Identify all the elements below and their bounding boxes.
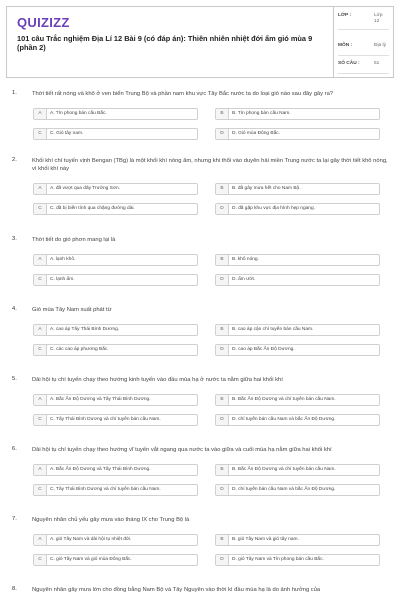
answer-option-a[interactable] bbox=[33, 464, 198, 476]
question-number: 7. bbox=[12, 516, 17, 522]
option-letter: C bbox=[34, 555, 47, 565]
option-letter: A bbox=[34, 109, 47, 119]
option-text: A. cao áp Tây Thái Bình Dương. bbox=[50, 327, 120, 332]
question-number: 8. bbox=[12, 586, 17, 592]
answer-option-c[interactable] bbox=[33, 344, 198, 356]
question-text: Nguyên nhân chủ yếu gây mưa vào tháng IX cho Trung Bộ là bbox=[32, 517, 190, 523]
question-number: 6. bbox=[12, 446, 17, 452]
option-letter: B bbox=[216, 395, 229, 405]
option-letter: C bbox=[34, 129, 47, 139]
answer-option-a[interactable] bbox=[33, 534, 198, 546]
meta-label: MÔN : bbox=[338, 43, 353, 48]
answer-option-d[interactable] bbox=[215, 128, 380, 140]
option-text: B. đã gây mưa hết cho Nam Bộ. bbox=[232, 186, 301, 191]
option-text: D. Gió mùa Đông Bắc. bbox=[232, 131, 280, 136]
question-text: Thời tiết rất nóng và khô ở ven biển Trung Bộ và phần nam khu vực Tây Bắc nước ta do loại gió nào sau đây gây ra? bbox=[32, 91, 334, 97]
answer-option-c[interactable] bbox=[33, 554, 198, 566]
option-text: D. ẩm ướt. bbox=[232, 277, 256, 282]
option-text: D. chí tuyến bán cầu Nam và bắc Ấn Độ Dương. bbox=[232, 487, 336, 492]
answer-option-b[interactable] bbox=[215, 183, 380, 195]
option-text: C. Tây Thái Bình Dương và chí tuyến bán cầu Nam. bbox=[50, 487, 161, 492]
option-letter: A bbox=[34, 465, 47, 475]
option-text: C. Tây Thái Bình Dương và chí tuyến bán cầu Nam. bbox=[50, 417, 161, 422]
option-letter: D bbox=[216, 204, 229, 214]
question-number: 3. bbox=[12, 236, 17, 242]
option-letter: A bbox=[34, 184, 47, 194]
option-letter: B bbox=[216, 255, 229, 265]
worksheet-header bbox=[6, 6, 394, 78]
option-text: C. đã bị biến tính qua chặng đường dài. bbox=[50, 206, 135, 211]
answer-option-d[interactable] bbox=[215, 274, 380, 286]
option-text: B. khô nóng. bbox=[232, 257, 259, 262]
option-letter: D bbox=[216, 485, 229, 495]
meta-box bbox=[333, 7, 393, 77]
option-text: B. Bắc Ấn Độ Dương và chí tuyến bán cầu Nam. bbox=[232, 467, 336, 472]
option-letter: B bbox=[216, 535, 229, 545]
answer-option-d[interactable] bbox=[215, 203, 380, 215]
answer-option-c[interactable] bbox=[33, 203, 198, 215]
answer-option-a[interactable] bbox=[33, 254, 198, 266]
option-text: A. gió Tây Nam và dải hội tụ nhiệt đới. bbox=[50, 537, 132, 542]
option-letter: C bbox=[34, 345, 47, 355]
option-text: B. cao áp cận chí tuyến bán cầu Nam. bbox=[232, 327, 314, 332]
option-text: D. chí tuyến bán cầu Nam và bắc Ấn Độ Dương. bbox=[232, 417, 336, 422]
option-letter: A bbox=[34, 255, 47, 265]
option-letter: D bbox=[216, 415, 229, 425]
answer-option-b[interactable] bbox=[215, 394, 380, 406]
answer-option-d[interactable] bbox=[215, 344, 380, 356]
meta-value: Địa lý bbox=[374, 43, 386, 48]
question-number: 1. bbox=[12, 90, 17, 96]
option-letter: B bbox=[216, 184, 229, 194]
answer-option-b[interactable] bbox=[215, 534, 380, 546]
meta-value: Lớp 12 bbox=[374, 13, 383, 24]
answer-option-d[interactable] bbox=[215, 484, 380, 496]
meta-subject bbox=[338, 39, 389, 56]
option-text: A. Bắc Ấn Độ Dương và Tây Thái Bình Dương. bbox=[50, 467, 151, 472]
meta-count bbox=[338, 57, 389, 74]
answer-option-a[interactable] bbox=[33, 183, 198, 195]
question-text: Khối khí chí tuyến vịnh Bengan (TBg) là một khối khí nóng ẩm, nhưng khi thổi vào duyên hải miền Trung nước ta lại gây thời tiết khô nóng, vì khối khí này bbox=[32, 158, 388, 172]
question-number: 4. bbox=[12, 306, 17, 312]
question-text: Dải hội tụ chí tuyến chạy theo hướng kinh tuyến vào đầu mùa hạ ở nước ta nằm giữa hai khối khí bbox=[32, 377, 283, 383]
question-number: 2. bbox=[12, 157, 17, 163]
answer-option-d[interactable] bbox=[215, 554, 380, 566]
option-letter: C bbox=[34, 204, 47, 214]
option-text: B. Tín phong bán cầu Nam. bbox=[232, 111, 291, 116]
question-text: Gió mùa Tây Nam xuất phát từ bbox=[32, 307, 112, 313]
option-letter: B bbox=[216, 325, 229, 335]
answer-option-c[interactable] bbox=[33, 128, 198, 140]
option-text: A. Bắc Ấn Độ Dương và Tây Thái Bình Dương. bbox=[50, 397, 151, 402]
option-text: C. lạnh ẩm. bbox=[50, 277, 75, 282]
option-letter: B bbox=[216, 109, 229, 119]
question-text: Dải hội tụ chí tuyến chạy theo hướng vĩ tuyến vắt ngang qua nước ta vào giữa và cuối mùa hạ nằm giữa hai khối khí bbox=[32, 447, 332, 453]
answer-option-b[interactable] bbox=[215, 324, 380, 336]
question-text: Thời tiết do gió phơn mang lại là bbox=[32, 237, 116, 243]
meta-class bbox=[338, 9, 389, 30]
meta-label: LỚP : bbox=[338, 13, 352, 18]
option-text: C. gió Tây Nam và gió mùa Đông Bắc. bbox=[50, 557, 132, 562]
question-number: 5. bbox=[12, 376, 17, 382]
option-text: A. Tín phong bán cầu Bắc. bbox=[50, 111, 107, 116]
option-text: B. gió Tây Nam và gió tây nam. bbox=[232, 537, 299, 542]
answer-option-a[interactable] bbox=[33, 108, 198, 120]
option-text: B. Bắc Ấn Độ Dương và chí tuyến bán cầu Nam. bbox=[232, 397, 336, 402]
option-text: D. đã gặp khu vực địa hình hẹp ngang. bbox=[232, 206, 315, 211]
option-letter: A bbox=[34, 325, 47, 335]
answer-option-c[interactable] bbox=[33, 274, 198, 286]
option-letter: A bbox=[34, 395, 47, 405]
answer-option-b[interactable] bbox=[215, 254, 380, 266]
question-text: Nguyên nhân gây mưa lớn cho đồng bằng Nam Bộ và Tây Nguyên vào thời kì đầu mùa hạ là do ảnh hưởng của bbox=[32, 587, 321, 593]
option-text: A. đã vượt qua dãy Trường Sơn. bbox=[50, 186, 120, 191]
answer-option-c[interactable] bbox=[33, 414, 198, 426]
answer-option-d[interactable] bbox=[215, 414, 380, 426]
answer-option-b[interactable] bbox=[215, 464, 380, 476]
quizizz-logo: QUIZIZZ bbox=[17, 15, 70, 30]
option-text: C. các cao áp phương Bắc. bbox=[50, 347, 109, 352]
option-letter: D bbox=[216, 129, 229, 139]
meta-value: 51 bbox=[374, 61, 380, 66]
option-text: C. Gió tây nam. bbox=[50, 131, 84, 136]
option-text: A. lạnh khô. bbox=[50, 257, 76, 262]
answer-option-a[interactable] bbox=[33, 324, 198, 336]
option-letter: B bbox=[216, 465, 229, 475]
option-letter: D bbox=[216, 555, 229, 565]
option-letter: A bbox=[34, 535, 47, 545]
option-letter: D bbox=[216, 345, 229, 355]
answer-option-c[interactable] bbox=[33, 484, 198, 496]
option-letter: D bbox=[216, 275, 229, 285]
answer-option-a[interactable] bbox=[33, 394, 198, 406]
worksheet-title: 101 câu Trắc nghiệm Địa Lí 12 Bài 9 (có đáp án): Thiên nhiên nhiệt đới ẩm gió mùa 9 (phần 2) bbox=[17, 34, 313, 52]
option-text: D. cao áp Bắc Ấn Độ Dương. bbox=[232, 347, 295, 352]
option-letter: C bbox=[34, 485, 47, 495]
meta-label: SỐ CÂU : bbox=[338, 61, 360, 66]
answer-option-b[interactable] bbox=[215, 108, 380, 120]
option-letter: C bbox=[34, 275, 47, 285]
option-text: D. gió Tây Nam và Tín phong bán cầu Bắc. bbox=[232, 557, 324, 562]
option-letter: C bbox=[34, 415, 47, 425]
